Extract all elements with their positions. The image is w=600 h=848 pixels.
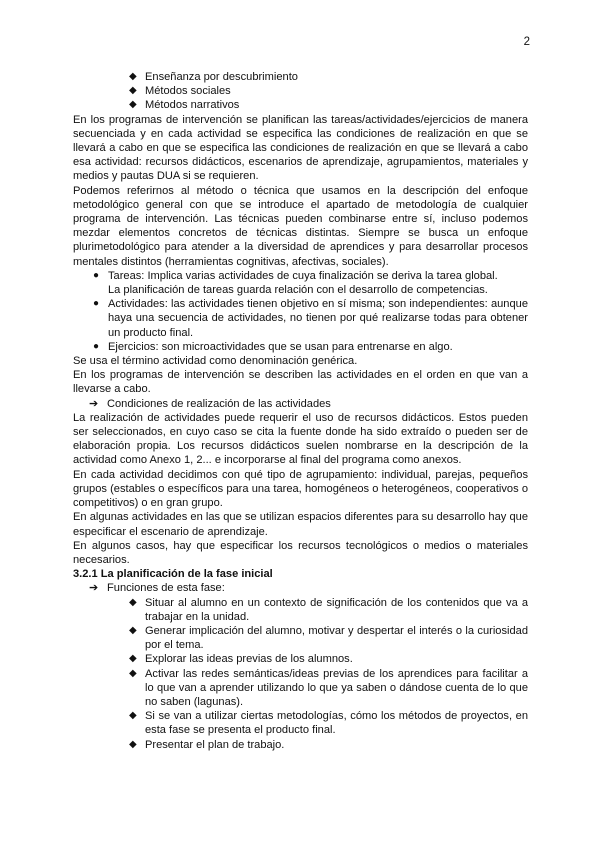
- list-item: ◆ Si se van a utilizar ciertas metodologías, cómo los métodos de proyectos, en esta fase se presenta el producto final.: [129, 710, 528, 737]
- bullet-icon: ●: [93, 340, 100, 352]
- diamond-bullet-icon: ◆: [129, 710, 137, 722]
- bullet-icon: ●: [93, 298, 100, 310]
- paragraph: La realización de actividades puede requerir el uso de recursos didácticos. Estos pueden ser seleccionados, en cuyo caso se cita la fuente donde ha sido extraído o pueden ser de elaboración propia. Los recursos didácticos suelen nombrarse en la descripción de la actividad como Anexo 1, 2... e incorporarse al final del programa como anexos.: [73, 411, 528, 467]
- list-item: ● Ejercicios: son microactividades que se usan para entrenarse en algo.: [93, 340, 453, 353]
- arrow-icon: ➔: [89, 582, 99, 595]
- functions-list: [73, 596, 528, 752]
- document-body: [73, 70, 528, 752]
- paragraph: Podemos referirnos al método o técnica que usamos en la descripción del enfoque metodológico general con que se introduce el apartado de metodología de cualquier programa de intervención. Las técnicas pueden combinarse entre sí, incluso podemos mezdar elementos concretos de técnicas distintas. Siempre se busca un enfoque plurimetodológico para atender a la diversidad de aprendices y para desarrollar procesos mentales distintos (herramientas cognitivas, afectivas, sociales).: [73, 184, 528, 268]
- diamond-bullet-icon: ◆: [129, 653, 137, 665]
- list-item: ◆ Métodos narrativos: [129, 99, 240, 112]
- arrow-item: ➔ Funciones de esta fase:: [89, 582, 225, 595]
- diamond-bullet-icon: ◆: [129, 667, 137, 679]
- diamond-bullet-icon: ◆: [129, 596, 137, 608]
- list-item: ◆ Métodos sociales: [129, 85, 231, 98]
- list-item: ◆ Generar implicación del alumno, motivar y despertar el interés o la curiosidad por el tema.: [129, 624, 528, 652]
- list-item: ◆ Enseñanza por descubrimiento: [129, 71, 298, 83]
- page-number: 2: [523, 36, 530, 48]
- diamond-bullet-icon: ◆: [129, 85, 137, 97]
- diamond-bullet-icon: ◆: [129, 624, 137, 636]
- arrow-icon: ➔: [89, 397, 99, 410]
- list-item: ● Actividades: las actividades tienen objetivo en sí misma; son independientes: aunque haya una secuencia de actividades, no tienen por qué realizarse todas para obtener un producto final.: [93, 298, 528, 339]
- diamond-bullet-icon: ◆: [129, 738, 137, 750]
- bullet-icon: ●: [93, 269, 100, 281]
- section-heading: 3.2.1 La planificación de la fase inicial: [73, 568, 273, 581]
- paragraph: En cada actividad decidimos con qué tipo de agrupamiento: individual, parejas, pequeños grupos (estables o específicos para una tarea, homogéneos o heterogéneos, cooperativos o competitivos) o en gran grupo.: [73, 468, 528, 510]
- list-item: ◆ Presentar el plan de trabajo.: [129, 738, 285, 751]
- diamond-bullet-icon: ◆: [129, 99, 137, 111]
- paragraph: Se usa el término actividad como denominación genérica.: [73, 355, 358, 368]
- list-item: ● Tareas: Implica varias actividades de cuya finalización se deriva la tarea global. La planificación de tareas guarda relación con el desarrollo de competencias.: [93, 269, 498, 297]
- list-item: ◆ Explorar las ideas previas de los alumnos.: [129, 653, 353, 666]
- arrow-item: ➔ Condiciones de realización de las actividades: [89, 397, 331, 410]
- paragraph: En los programas de intervención se planifican las tareas/actividades/ejercicios de manera secuenciada y en cada actividad se especifica las condiciones de realización en que se llevará a cabo en que se especifica las condiciones de realización en que se llevará a cabo esa actividad: recursos didácticos, escenarios de aprendizaje, agrupamientos, materiales y medios y pautas DUA si se requieren.: [73, 113, 528, 183]
- activity-types-list: [73, 269, 528, 354]
- list-item: ◆ Situar al alumno en un contexto de significación de los contenidos que va a trabajar en la unidad.: [129, 596, 528, 623]
- list-item: ◆ Activar las redes semánticas/ideas previas de los aprendices para facilitar a lo que van a aprender utilizando lo que ya saben o dándose cuenta de lo que no saben (lagunas).: [129, 667, 528, 708]
- paragraph: En algunos casos, hay que especificar los recursos tecnológicos o medios o materiales necesarios.: [73, 539, 528, 566]
- methods-list: [73, 70, 528, 113]
- paragraph: En algunas actividades en las que se utilizan espacios diferentes para su desarrollo hay que especificar el escenario de aprendizaje.: [73, 511, 528, 538]
- paragraph: En los programas de intervención se describen las actividades en el orden en que van a llevarse a cabo.: [73, 369, 528, 396]
- diamond-bullet-icon: ◆: [129, 71, 137, 82]
